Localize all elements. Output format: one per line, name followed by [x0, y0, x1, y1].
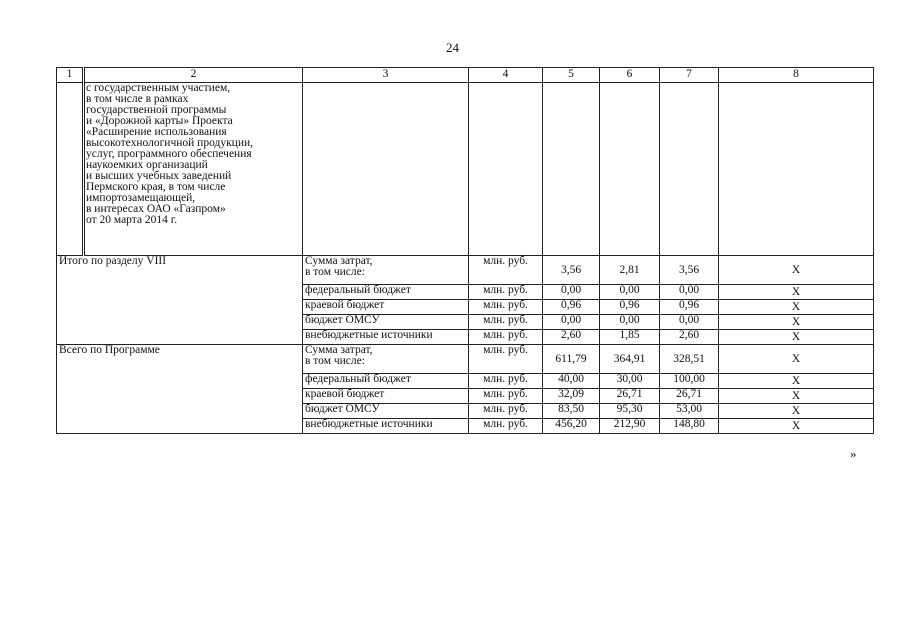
value-cell: 26,71	[600, 389, 660, 404]
value-cell: 456,20	[543, 419, 600, 434]
value-cell: 26,71	[660, 389, 719, 404]
row-label	[303, 345, 469, 374]
header-cell: 5	[543, 68, 600, 83]
continuation-line: от 20 марта 2014 г.	[86, 214, 178, 226]
row-label-line: краевой бюджет	[305, 388, 385, 400]
value-cell: 0,96	[543, 300, 600, 315]
unit-cell: млн. руб.	[469, 419, 543, 434]
value-cell: 53,00	[660, 404, 719, 419]
value-cell: 0,00	[600, 315, 660, 330]
unit-cell: млн. руб.	[469, 389, 543, 404]
value-cell: 328,51	[660, 345, 719, 374]
value-cell: 3,56	[543, 256, 600, 285]
row-label	[303, 419, 469, 434]
continuation-line: высокотехнологичной продукции,	[86, 137, 254, 149]
closing-quote: »	[850, 446, 857, 461]
value-cell: 3,56	[660, 256, 719, 285]
unit-cell: млн. руб.	[469, 315, 543, 330]
budget-table	[56, 67, 874, 434]
row-label-line: в том числе:	[305, 266, 365, 278]
page-number: 24	[446, 40, 459, 55]
continuation-line: в том числе в рамках	[86, 93, 189, 105]
unit-cell: млн. руб.	[469, 345, 543, 374]
value-cell: 100,00	[660, 374, 719, 389]
value-cell: 1,85	[600, 330, 660, 345]
row-label	[303, 300, 469, 315]
value-cell: 2,60	[543, 330, 600, 345]
row-label-line: федеральный бюджет	[305, 284, 411, 296]
empty-cell	[660, 83, 719, 256]
section-title: Итого по разделу VIII	[57, 256, 303, 345]
table-row	[57, 256, 874, 285]
value-cell: X	[719, 419, 874, 434]
value-cell: X	[719, 345, 874, 374]
row-label-line: Сумма затрат,	[305, 344, 373, 356]
empty-cell	[57, 83, 84, 256]
unit-cell: млн. руб.	[469, 300, 543, 315]
value-cell: 32,09	[543, 389, 600, 404]
value-cell: 611,79	[543, 345, 600, 374]
value-cell: 2,81	[600, 256, 660, 285]
row-label-line: бюджет ОМСУ	[305, 403, 380, 415]
value-cell: 2,60	[660, 330, 719, 345]
row-label	[303, 374, 469, 389]
continuation-line: и высших учебных заведений	[86, 170, 232, 182]
continuation-line: услуг, программного обеспечения	[86, 148, 252, 160]
value-cell: 0,00	[660, 315, 719, 330]
row-label-line: Сумма затрат,	[305, 255, 373, 267]
header-cell: 2	[84, 68, 303, 83]
row-label-line: внебюджетные источники	[305, 329, 433, 341]
continuation-line: государственной программы	[86, 104, 227, 116]
value-cell: 148,80	[660, 419, 719, 434]
unit-cell: млн. руб.	[469, 256, 543, 285]
value-cell: 83,50	[543, 404, 600, 419]
continuation-row	[57, 83, 874, 256]
row-label	[303, 256, 469, 285]
continuation-description	[84, 83, 303, 256]
unit-cell: млн. руб.	[469, 374, 543, 389]
empty-cell	[469, 83, 543, 256]
value-cell: 0,00	[600, 285, 660, 300]
value-cell: 0,96	[600, 300, 660, 315]
value-cell: X	[719, 389, 874, 404]
empty-cell	[719, 83, 874, 256]
section-title: Всего по Программе	[57, 345, 303, 434]
value-cell: X	[719, 256, 874, 285]
value-cell: 0,00	[543, 285, 600, 300]
header-cell: 4	[469, 68, 543, 83]
value-cell: 0,00	[660, 285, 719, 300]
continuation-line: «Расширение использования	[86, 126, 227, 138]
header-cell: 1	[57, 68, 84, 83]
row-label-line: бюджет ОМСУ	[305, 314, 380, 326]
value-cell: 30,00	[600, 374, 660, 389]
row-label	[303, 404, 469, 419]
value-cell: 364,91	[600, 345, 660, 374]
header-cell: 7	[660, 68, 719, 83]
empty-cell	[600, 83, 660, 256]
row-label	[303, 330, 469, 345]
value-cell: 212,90	[600, 419, 660, 434]
continuation-line: наукоемких организаций	[86, 159, 208, 171]
value-cell: 95,30	[600, 404, 660, 419]
empty-cell	[543, 83, 600, 256]
value-cell: X	[719, 330, 874, 345]
header-cell: 6	[600, 68, 660, 83]
continuation-line: Пермского края, в том числе	[86, 181, 226, 193]
value-cell: X	[719, 285, 874, 300]
row-label-line: внебюджетные источники	[305, 418, 433, 430]
unit-cell: млн. руб.	[469, 404, 543, 419]
table-row	[57, 345, 874, 374]
continuation-line: с государственным участием,	[86, 82, 231, 94]
continuation-line: и «Дорожной карты» Проекта	[86, 115, 233, 127]
row-label-line: в том числе:	[305, 355, 365, 367]
row-label-line: краевой бюджет	[305, 299, 385, 311]
header-cell: 3	[303, 68, 469, 83]
header-row	[57, 68, 874, 83]
value-cell: X	[719, 374, 874, 389]
row-label	[303, 285, 469, 300]
row-label	[303, 315, 469, 330]
continuation-line: в интересах ОАО «Газпром»	[86, 203, 226, 215]
row-label	[303, 389, 469, 404]
value-cell: X	[719, 404, 874, 419]
unit-cell: млн. руб.	[469, 285, 543, 300]
row-label-line: федеральный бюджет	[305, 373, 411, 385]
unit-cell: млн. руб.	[469, 330, 543, 345]
header-cell: 8	[719, 68, 874, 83]
value-cell: X	[719, 300, 874, 315]
continuation-line: импортозамещающей,	[86, 192, 196, 204]
value-cell: 0,00	[543, 315, 600, 330]
value-cell: 0,96	[660, 300, 719, 315]
value-cell: 40,00	[543, 374, 600, 389]
value-cell: X	[719, 315, 874, 330]
empty-cell	[303, 83, 469, 256]
